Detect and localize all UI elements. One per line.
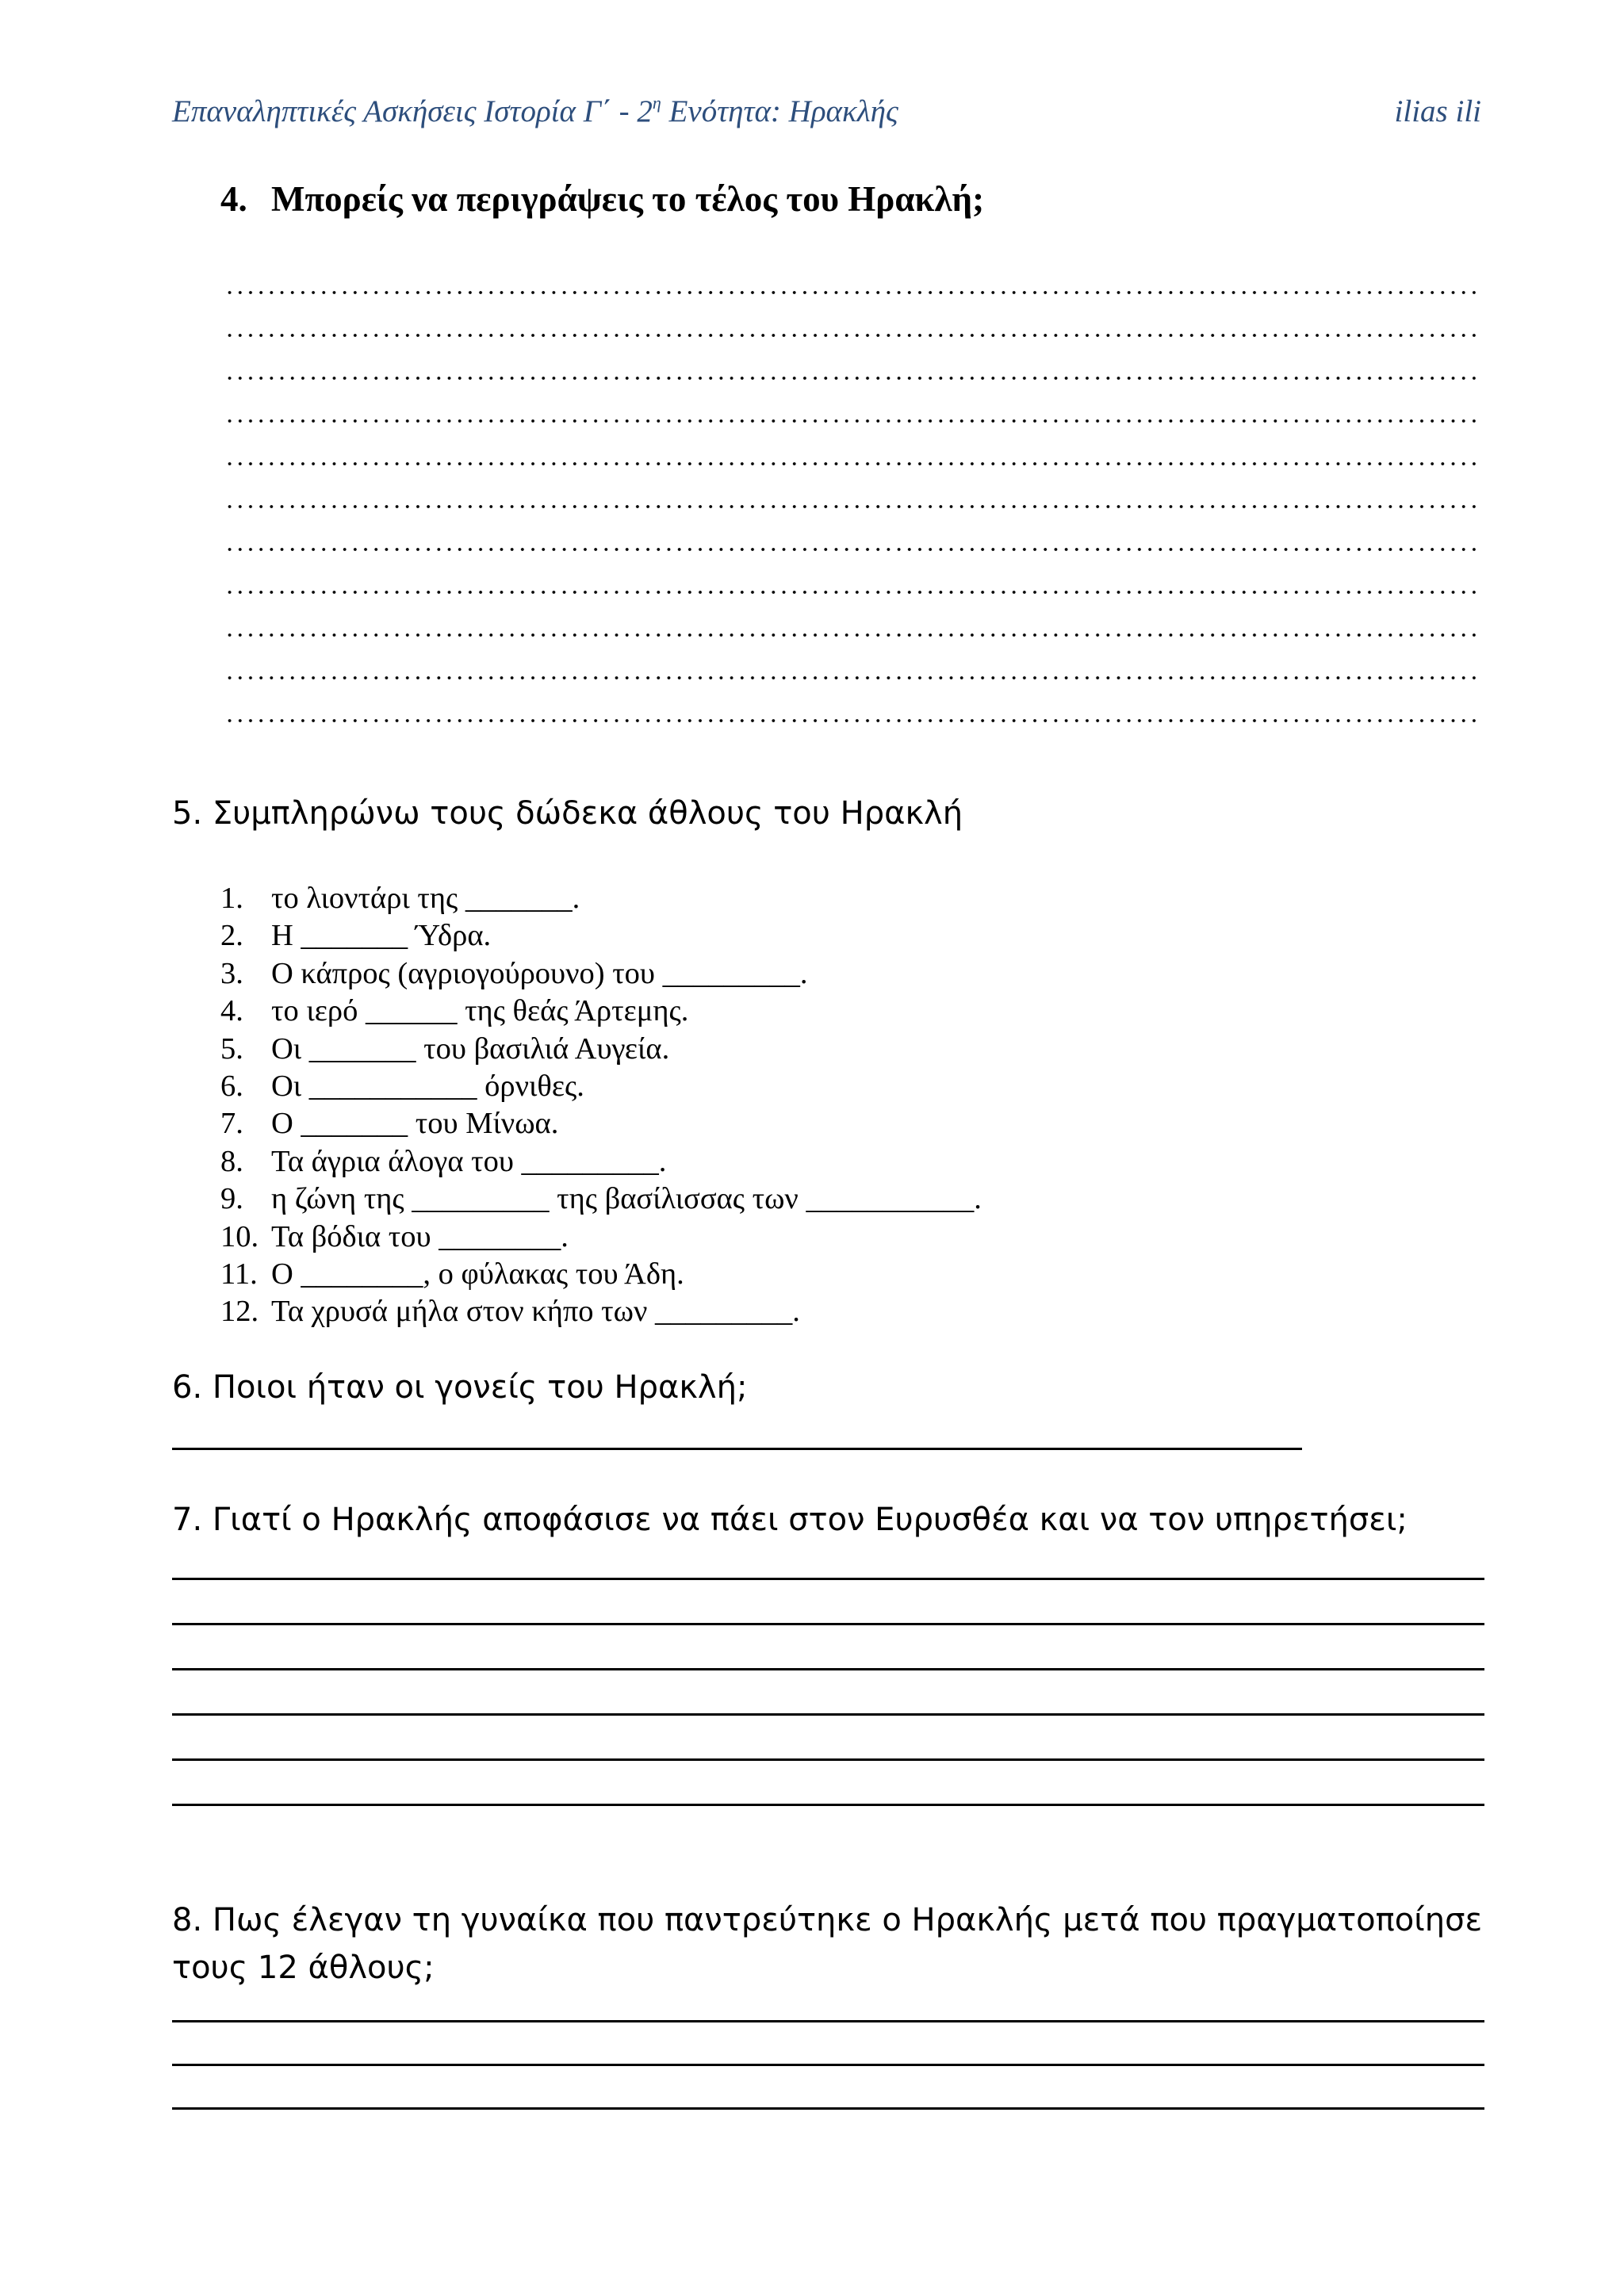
dotted-answer-line [224, 675, 1481, 681]
list-item: 2. Η _______ Ύδρα. [220, 919, 492, 953]
question-4-number: 4. [220, 179, 247, 219]
answer-line [172, 2020, 1484, 2022]
question-4-text: Μπορείς να περιγράψεις το τέλος του Ηρακλή; [271, 179, 985, 219]
list-item: 4. το ιερό ______ της θεάς Άρτεμης. [220, 994, 689, 1028]
answer-line [172, 1578, 1484, 1580]
list-item: 8. Τα άγρια άλογα του _________. [220, 1144, 667, 1178]
answer-line [172, 1758, 1484, 1761]
dotted-answer-line [224, 718, 1481, 724]
question-7-heading: 7. Γιατί ο Ηρακλής αποφάσισε να πάει στον Ευρυσθέα και να τον υπηρετήσει; [172, 1502, 1408, 1538]
list-item: 7. Ο _______ του Μίνωα. [220, 1107, 559, 1141]
answer-line [172, 1713, 1484, 1716]
answer-line [172, 1448, 1302, 1450]
answer-line [172, 1668, 1484, 1670]
question-4-answer-area [224, 274, 1481, 749]
answer-line [172, 1804, 1484, 1806]
header-author: ilias ili [1394, 94, 1481, 128]
question-5-heading: 5. Συμπληρώνω τους δώδεκα άθλους του Ηρακλή [172, 795, 963, 832]
labours-list [220, 880, 982, 1331]
list-item: 12. Τα χρυσά μήλα στον κήπο των _________. [220, 1295, 800, 1329]
answer-line [172, 2064, 1484, 2066]
list-item: 10. Τα βόδια του ________. [220, 1219, 569, 1253]
dotted-answer-line [224, 632, 1481, 638]
answer-line [172, 2107, 1484, 2110]
dotted-answer-line [224, 418, 1481, 424]
question-4-heading [220, 178, 984, 220]
header-title-superscript: η [652, 93, 661, 113]
header-title [172, 94, 898, 129]
dotted-answer-line [224, 546, 1481, 553]
question-8-heading: 8. Πως έλεγαν τη γυναίκα που παντρεύτηκε ο Ηρακλής μετά που πραγματοποίησε τους 12 άθλους; [172, 1902, 1483, 1986]
dotted-answer-line [224, 289, 1481, 296]
page-header [172, 94, 1481, 141]
list-item: 6. Οι ___________ όρνιθες. [220, 1069, 584, 1103]
header-title-main: Επαναληπτικές Ασκήσεις Ιστορία Γ΄ - 2 [172, 94, 653, 128]
answer-line [172, 1623, 1484, 1625]
dotted-answer-line [224, 332, 1481, 339]
list-item: 9. η ζώνη της _________ της βασίλισσας των ___________. [220, 1182, 982, 1216]
list-item: 1. το λιοντάρι της _______. [220, 882, 580, 915]
question-6-heading: 6. Ποιοι ήταν οι γονείς του Ηρακλή; [172, 1369, 748, 1406]
dotted-answer-line [224, 503, 1481, 510]
dotted-answer-line [224, 375, 1481, 381]
list-item: 5. Οι _______ του βασιλιά Αυγεία. [220, 1031, 670, 1066]
dotted-answer-line [224, 589, 1481, 595]
list-item: 3. Ο κάπρος (αγριογούρουνο) του _________. [220, 956, 808, 990]
header-title-rest: Ενότητα: Ηρακλής [661, 94, 898, 128]
dotted-answer-line [224, 461, 1481, 467]
list-item: 11. Ο ________, ο φύλακας του Άδη. [220, 1257, 684, 1291]
